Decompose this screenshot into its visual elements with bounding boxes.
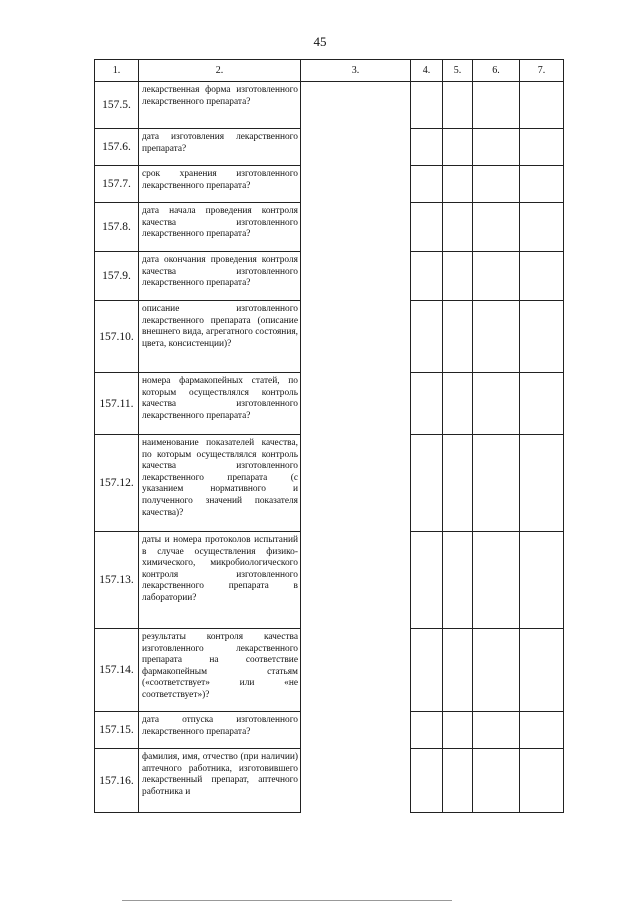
answer-yes-cell[interactable] xyxy=(411,749,443,813)
column-3-cell xyxy=(301,166,411,203)
table-row xyxy=(95,712,564,749)
answer-yes-cell[interactable] xyxy=(411,129,443,166)
table-row xyxy=(95,629,564,712)
item-number: 157.7. xyxy=(95,166,139,203)
question-text: дата окончания проведения контроля качества изготовленного лекарственного препарата? xyxy=(139,252,301,301)
column-header: 3. xyxy=(301,60,411,82)
answer-yes-cell[interactable] xyxy=(411,712,443,749)
table-row xyxy=(95,203,564,252)
column-header: 6. xyxy=(473,60,520,82)
answer-yes-cell[interactable] xyxy=(411,166,443,203)
question-text: дата отпуска изготовленного лекарственного препарата? xyxy=(139,712,301,749)
note-cell[interactable] xyxy=(520,532,564,629)
question-text: дата начала проведения контроля качества изготовленного лекарственного препарата? xyxy=(139,203,301,252)
answer-yes-cell[interactable] xyxy=(411,532,443,629)
column-3-cell xyxy=(301,129,411,166)
answer-na-cell[interactable] xyxy=(473,203,520,252)
note-cell[interactable] xyxy=(520,301,564,373)
question-text: описание изготовленного лекарственного препарата (описание внешнего вида, агрегатного состояния, цвета, консистенции)? xyxy=(139,301,301,373)
answer-no-cell[interactable] xyxy=(443,532,473,629)
column-header: 1. xyxy=(95,60,139,82)
answer-na-cell[interactable] xyxy=(473,129,520,166)
note-cell[interactable] xyxy=(520,435,564,532)
note-cell[interactable] xyxy=(520,129,564,166)
answer-na-cell[interactable] xyxy=(473,435,520,532)
note-cell[interactable] xyxy=(520,203,564,252)
table-row xyxy=(95,129,564,166)
item-number: 157.6. xyxy=(95,129,139,166)
answer-yes-cell[interactable] xyxy=(411,435,443,532)
answer-na-cell[interactable] xyxy=(473,629,520,712)
answer-yes-cell[interactable] xyxy=(411,373,443,435)
column-3-cell xyxy=(301,373,411,435)
answer-no-cell[interactable] xyxy=(443,373,473,435)
answer-no-cell[interactable] xyxy=(443,712,473,749)
answer-no-cell[interactable] xyxy=(443,435,473,532)
answer-yes-cell[interactable] xyxy=(411,203,443,252)
table-row xyxy=(95,252,564,301)
column-header: 2. xyxy=(139,60,301,82)
question-text: даты и номера протоколов испытаний в случае осуществления физико-химического, микробиологического контроля изготовленного лекарственного препарата в лаборатории? xyxy=(139,532,301,629)
answer-na-cell[interactable] xyxy=(473,532,520,629)
answer-no-cell[interactable] xyxy=(443,82,473,129)
answer-na-cell[interactable] xyxy=(473,749,520,813)
table-row xyxy=(95,435,564,532)
column-3-cell xyxy=(301,532,411,629)
answer-no-cell[interactable] xyxy=(443,203,473,252)
answer-no-cell[interactable] xyxy=(443,252,473,301)
note-cell[interactable] xyxy=(520,82,564,129)
page-number: 45 xyxy=(313,34,327,49)
question-text: лекарственная форма изготовленного лекарственного препарата? xyxy=(139,82,301,129)
item-number: 157.12. xyxy=(95,435,139,532)
note-cell[interactable] xyxy=(520,166,564,203)
column-3-cell xyxy=(301,203,411,252)
question-text: результаты контроля качества изготовленного лекарственного препарата на соответствие фармакопейным статьям («соответствует» или «не соответствует»)? xyxy=(139,629,301,712)
item-number: 157.10. xyxy=(95,301,139,373)
question-text: дата изготовления лекарственного препарата? xyxy=(139,129,301,166)
question-text: фамилия, имя, отчество (при наличии) аптечного работника, изготовившего лекарственный препарат, аптечного работника и xyxy=(139,749,301,813)
question-text: наименование показателей качества, по которым осуществлялся контроль качества изготовленного лекарственного препарата (с указанием нормативного и полученного значений показателя качества)? xyxy=(139,435,301,532)
item-number: 157.16. xyxy=(95,749,139,813)
bottom-rule xyxy=(122,900,452,901)
answer-yes-cell[interactable] xyxy=(411,301,443,373)
column-3-cell xyxy=(301,749,411,813)
answer-yes-cell[interactable] xyxy=(411,629,443,712)
table-row xyxy=(95,166,564,203)
answer-no-cell[interactable] xyxy=(443,629,473,712)
item-number: 157.13. xyxy=(95,532,139,629)
item-number: 157.9. xyxy=(95,252,139,301)
answer-no-cell[interactable] xyxy=(443,129,473,166)
note-cell[interactable] xyxy=(520,749,564,813)
column-3-cell xyxy=(301,712,411,749)
note-cell[interactable] xyxy=(520,252,564,301)
answer-yes-cell[interactable] xyxy=(411,82,443,129)
column-3-cell xyxy=(301,82,411,129)
column-header: 4. xyxy=(411,60,443,82)
column-header: 5. xyxy=(443,60,473,82)
item-number: 157.15. xyxy=(95,712,139,749)
table-row xyxy=(95,82,564,129)
question-text: номера фармакопейных статей, по которым осуществлялся контроль качества изготовленного лекарственного препарата? xyxy=(139,373,301,435)
note-cell[interactable] xyxy=(520,373,564,435)
column-3-cell xyxy=(301,435,411,532)
answer-no-cell[interactable] xyxy=(443,301,473,373)
answer-na-cell[interactable] xyxy=(473,166,520,203)
answer-no-cell[interactable] xyxy=(443,166,473,203)
question-text: срок хранения изготовленного лекарственного препарата? xyxy=(139,166,301,203)
table-row xyxy=(95,373,564,435)
item-number: 157.5. xyxy=(95,82,139,129)
checklist-table xyxy=(94,59,564,813)
answer-no-cell[interactable] xyxy=(443,749,473,813)
answer-na-cell[interactable] xyxy=(473,301,520,373)
answer-na-cell[interactable] xyxy=(473,252,520,301)
column-header: 7. xyxy=(520,60,564,82)
answer-na-cell[interactable] xyxy=(473,712,520,749)
column-3-cell xyxy=(301,629,411,712)
table-row xyxy=(95,749,564,813)
answer-na-cell[interactable] xyxy=(473,82,520,129)
column-3-cell xyxy=(301,252,411,301)
answer-na-cell[interactable] xyxy=(473,373,520,435)
answer-yes-cell[interactable] xyxy=(411,252,443,301)
item-number: 157.11. xyxy=(95,373,139,435)
item-number: 157.14. xyxy=(95,629,139,712)
note-cell[interactable] xyxy=(520,629,564,712)
column-3-cell xyxy=(301,301,411,373)
note-cell[interactable] xyxy=(520,712,564,749)
table-row xyxy=(95,532,564,629)
table-row xyxy=(95,301,564,373)
header-row xyxy=(95,60,564,82)
item-number: 157.8. xyxy=(95,203,139,252)
